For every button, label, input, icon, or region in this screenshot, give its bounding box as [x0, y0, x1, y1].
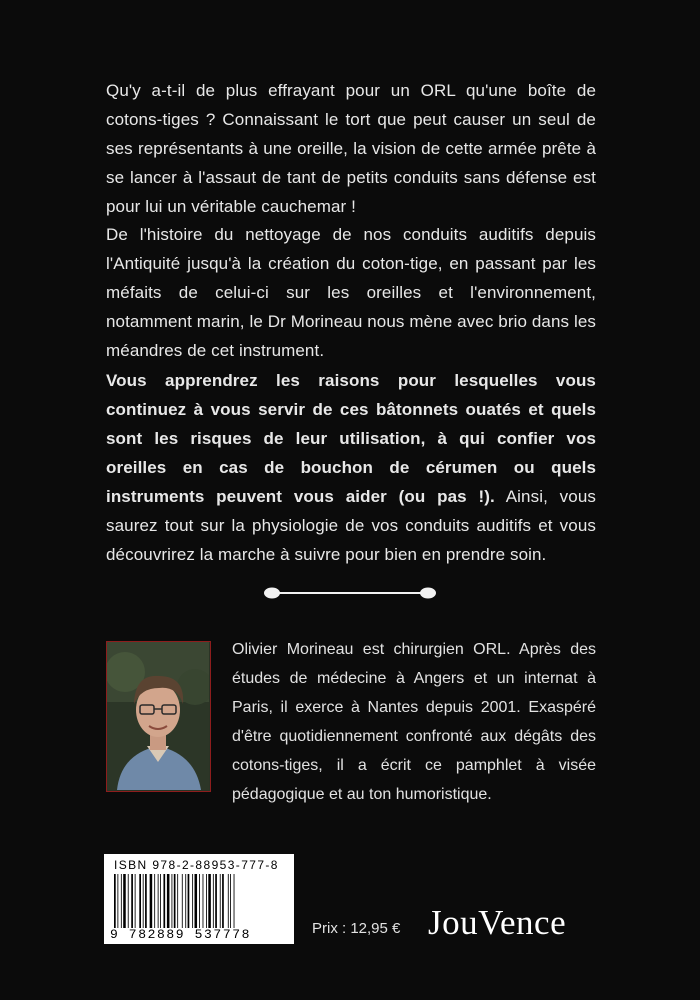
barcode-bars [110, 874, 288, 928]
barcode-digits: 9 782889 537778 [110, 927, 252, 942]
intro-paragraph-3-bold: Vous apprendrez les raisons pour lesquelles vous continuez à vous servir de ces bâtonnets ouatés et quels sont les risques de leur utilisation, à qui confier vos oreilles en cas de bouchon de cérumen ou quels instruments peuvent vous aider (ou pas !). [106, 371, 596, 506]
cotton-swab-icon [262, 583, 438, 603]
isbn-barcode [104, 854, 294, 944]
publisher-logo: JouVence [428, 903, 567, 942]
intro-paragraph-3 [106, 366, 596, 569]
price: Prix : 12,95 € [312, 920, 401, 937]
author-photo [106, 641, 211, 792]
isbn-label: ISBN 978-2-88953-777-8 [114, 858, 279, 872]
intro-paragraph-2: De l'histoire du nettoyage de nos conduits auditifs depuis l'Antiquité jusqu'à la création du coton-tige, en passant par les méfaits de celui-ci sur les oreilles et l'environnement, notamment marin, le Dr Morineau nous mène avec brio dans les méandres de cet instrument. [106, 225, 596, 360]
intro-paragraph-3-regular: Ainsi, vous saurez tout sur la physiologie de vos conduits auditifs et vous découvrirez la marche à suivre pour bien en prendre soin. [106, 487, 596, 564]
intro-paragraph-1: Qu'y a-t-il de plus effrayant pour un ORL qu'une boîte de cotons-tiges ? Connaissant le tort que peut causer un seul de ses représentants à une oreille, la vision de cette armée prête à se lancer à l'assaut de tant de petits conduits sans défense est pour lui un véritable cauchemar ! [106, 81, 596, 216]
author-bio: Olivier Morineau est chirurgien ORL. Après des études de médecine à Angers et un internat à Paris, il exerce à Nantes depuis 2001. Exaspéré d'être quotidiennement confronté aux dégâts des cotons-tiges, il a écrit ce pamphlet à visée pédagogique et au ton humoristique. [232, 641, 596, 803]
